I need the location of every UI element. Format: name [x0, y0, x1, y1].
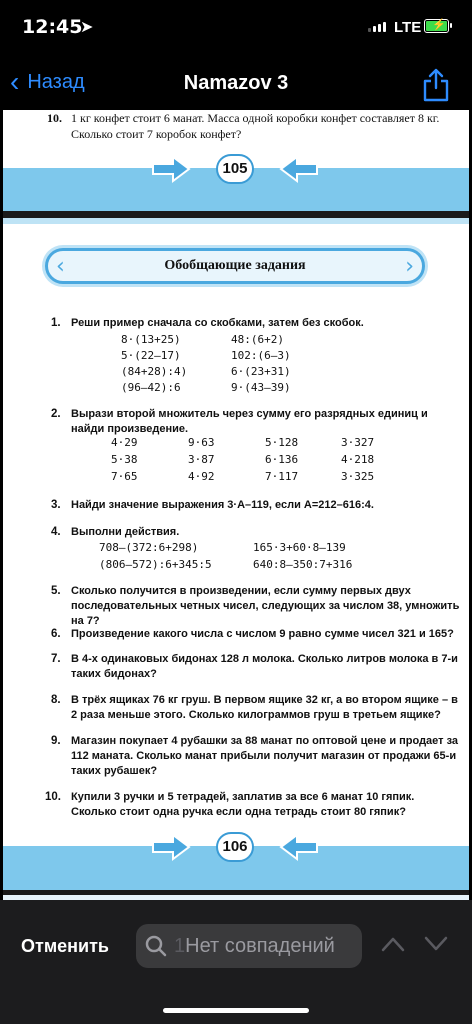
page-number-badge: 105 — [216, 154, 254, 184]
task-number: 10. — [45, 791, 61, 803]
expression: 708–(372:6+298) — [99, 541, 199, 554]
arrow-left-icon — [279, 832, 319, 862]
task-text: Вырази второй множитель через сумму его разрядных единиц и найди произведение. — [71, 408, 428, 435]
expression: 6·(23+31) — [231, 365, 291, 378]
expression: 4·29 — [111, 436, 138, 449]
expression: 4·218 — [341, 453, 375, 466]
expression: 9·(43–39) — [231, 381, 291, 394]
expression: 6·136 — [265, 453, 299, 466]
expression: (96–42):6 — [121, 381, 181, 394]
chevron-up-icon[interactable] — [380, 934, 406, 954]
task-text: В трёх ящиках 76 кг груш. В первом ящике 32 кг, а во втором ящике – в 2 раза меньше этого. Сколько килограммов груш в третьем ящике? — [71, 694, 458, 721]
task-number: 5. — [51, 585, 61, 597]
expression: 7·117 — [265, 470, 299, 483]
task-text: В 4-х одинаковых бидонах 128 л молока. Сколько литров молока в 7-и таких бидонах? — [71, 653, 458, 680]
task-number: 10. — [47, 111, 62, 125]
page-top-band — [3, 218, 469, 224]
expression: 5·(22–17) — [121, 349, 181, 362]
page-106 — [3, 218, 469, 890]
find-bar — [0, 900, 472, 1024]
expression: (84+28):4) — [121, 365, 188, 378]
expression: 640:8–350:7+316 — [253, 558, 353, 571]
task-text: Сколько получится в произведении, если сумму первых двух последовательных четных чисел, следующих за числом 38, умножить на 7? — [71, 585, 460, 627]
share-icon[interactable] — [422, 68, 450, 102]
expression: (806–572):6+345:5 — [99, 558, 212, 571]
task-number: 2. — [51, 408, 61, 420]
expression: 102:(6–3) — [231, 349, 291, 362]
expression: 8·(13+25) — [121, 333, 181, 346]
search-status — [174, 935, 335, 958]
chevron-right-icon: › — [405, 254, 414, 279]
task-text: Реши пример сначала со скобками, затем без скобок. — [71, 317, 364, 329]
search-input[interactable] — [136, 924, 362, 968]
section-header — [45, 248, 425, 284]
task-line: Сколько стоит 7 коробок конфет? — [71, 127, 242, 141]
task-text: Произведение какого числа с числом 9 равно сумме чисел 321 и 165? — [71, 628, 454, 640]
task-text: Найди значение выражения 3·A–119, если A=212–616:4. — [71, 499, 374, 511]
network-type: LTE — [394, 19, 422, 36]
back-label: Назад — [27, 70, 85, 93]
chevron-down-icon[interactable] — [423, 934, 449, 954]
task-number: 1. — [51, 317, 61, 329]
location-arrow-icon: ➤ — [80, 19, 94, 36]
expression: 3·327 — [341, 436, 375, 449]
chevron-left-icon: ‹ — [56, 254, 65, 279]
arrow-right-icon — [151, 832, 191, 862]
task-number: 3. — [51, 499, 61, 511]
task-line: 1 кг конфет стоит 6 манат. Масса одной коробки конфет составляет 8 кг. — [71, 111, 440, 125]
task-text: Магазин покупает 4 рубашки за 88 манат по оптовой цене и продает за 112 маната. Сколько манат прибыли получит магазин от продажи 65-и таких рубашек? — [71, 735, 459, 777]
task-number: 9. — [51, 735, 61, 747]
expression: 48:(6+2) — [231, 333, 284, 346]
navigation-bar — [0, 60, 472, 110]
document-title: Namazov 3 — [183, 72, 289, 94]
task-text: Выполни действия. — [71, 526, 180, 538]
task-number: 6. — [51, 628, 61, 640]
expression: 7·65 — [111, 470, 138, 483]
task-number: 4. — [51, 526, 61, 538]
expression: 9·63 — [188, 436, 215, 449]
expression: 5·38 — [111, 453, 138, 466]
chevron-left-icon: ‹ — [10, 66, 20, 97]
no-matches-label: Нет совпадений — [185, 935, 335, 957]
arrow-right-icon — [151, 154, 191, 184]
cancel-button[interactable]: Отменить — [21, 936, 109, 956]
expression: 4·92 — [188, 470, 215, 483]
pdf-viewer[interactable] — [3, 110, 469, 900]
home-indicator[interactable] — [163, 1008, 309, 1013]
task-number: 8. — [51, 694, 61, 706]
task-text — [47, 110, 457, 142]
section-title: Обобщающие задания — [164, 258, 306, 273]
expression: 5·128 — [265, 436, 299, 449]
status-bar — [0, 0, 472, 60]
arrow-left-icon — [279, 154, 319, 184]
search-text: 1 — [174, 935, 186, 957]
expression: 3·87 — [188, 453, 215, 466]
page-105 — [3, 110, 469, 211]
search-icon — [144, 934, 168, 958]
expression: 165·3+60·8–139 — [253, 541, 346, 554]
status-time: 12:45 — [22, 16, 83, 38]
cellular-signal-icon — [368, 22, 386, 32]
page-number-badge: 106 — [216, 832, 254, 862]
battery-icon: ⚡ — [424, 19, 449, 33]
expression: 3·325 — [341, 470, 375, 483]
task-number: 7. — [51, 653, 61, 665]
task-text: Купили 3 ручки и 5 тетрадей, заплатив за все 6 манат 10 гяпик. Сколько стоит одна ручка если одна тетрадь стоит 80 гяпик? — [71, 791, 415, 818]
